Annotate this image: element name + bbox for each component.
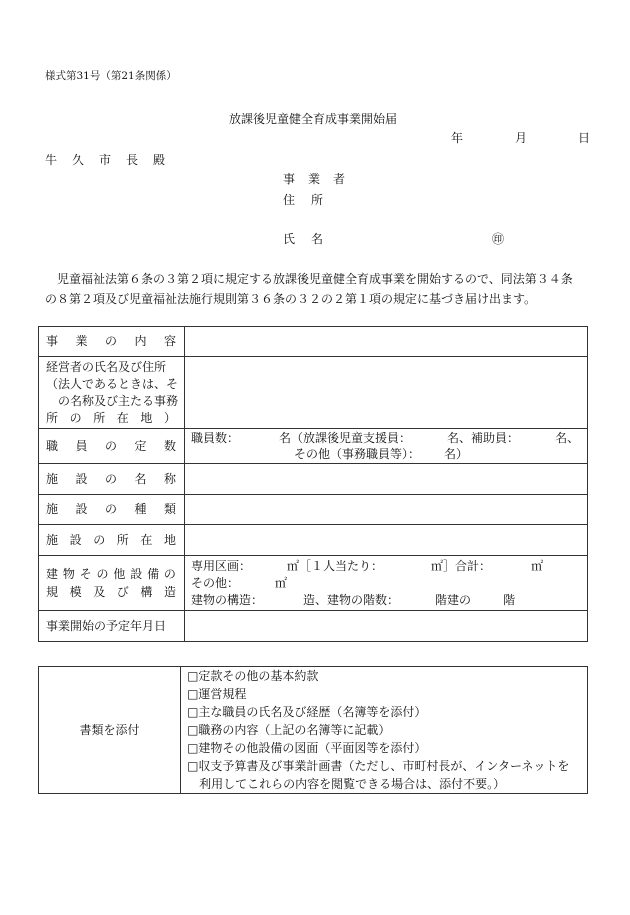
document-title: 放課後児童健全育成事業開始届 [229,112,398,126]
address-label: 住 所 [283,193,323,207]
row-business-content [39,327,588,357]
value-facility-location[interactable] [185,525,588,556]
label-operator: 経営者の氏名及び住所 （法人であるときは、そ の名称及び主たる事務 所 の 所 在 地 ） [39,357,185,429]
body-text-line-2: の８第２項及び児童福祉法施行規則第３６条の３２の２第１項の規定に基づき届け出ます。 [45,292,537,306]
label-facility-type: 施 設 の 種 類 [39,495,185,525]
application-table [38,326,588,642]
value-facility-type[interactable] [185,495,588,525]
label-facility-name: 施 設 の 名 称 [39,464,185,495]
attachment-item[interactable]: □職務の内容（上記の名簿等に記載） [187,723,391,737]
label-business-content: 事 業 の 内 容 [39,327,185,357]
label-attachments: 書類を添付 [39,667,181,794]
attachments-table [38,666,588,794]
date-month-label: 月 [515,131,528,145]
attachment-item[interactable]: □定款その他の基本約款 [187,669,319,683]
row-attachments [39,667,588,794]
label-start-date: 事業開始の予定年月日 [39,611,185,642]
body-text-line-1: 児童福祉法第６条の３第２項に規定する放課後児童健全育成事業を開始するので、同法第３４条 [45,272,573,286]
label-building: 建 物 そ の 他 設 備 の 規 模 及 び 構 造 [39,556,185,611]
row-facility-name [39,464,588,495]
date-year-label: 年 [451,131,464,145]
row-building [39,556,588,611]
row-facility-type [39,495,588,525]
seal-icon: ㊞ [492,232,505,246]
label-facility-location: 施 設 の 所 在 地 [39,525,185,556]
value-building: 専用区画： ㎡［１人当たり： ㎡］合計： ㎡ その他： ㎡ 建物の構造： 造、建物の階数： 階建の 階 [185,556,588,611]
row-operator [39,357,588,429]
form-number: 様式第31号（第21条関係） [45,70,177,82]
addressee: 牛 久 市 長 殿 [45,153,165,167]
date-day-label: 日 [578,131,591,145]
row-start-date [39,611,588,642]
value-start-date[interactable] [185,611,588,642]
row-staff [39,429,588,464]
attachment-item[interactable]: □収支予算書及び事業計画書（ただし、市町村長が、インターネットを [187,759,570,773]
operator-label: 事 業 者 [283,172,345,186]
value-facility-name[interactable] [185,464,588,495]
value-operator[interactable] [185,357,588,429]
attachment-item[interactable]: □建物その他設備の図面（平面図等を添付） [187,741,427,755]
value-business-content[interactable] [185,327,588,357]
attachment-item-continued: 利用してこれらの内容を閲覧できる場合は、添付不要。） [187,777,506,791]
attachments-list [181,667,588,794]
attachment-item[interactable]: □主な職員の氏名及び経歴（名簿等を添付） [187,705,427,719]
value-staff: 職員数： 名（放課後児童支援員： 名、補助員： 名、 その他（事務職員等）： 名） [185,429,588,464]
attachment-item[interactable]: □運営規程 [187,687,247,701]
row-facility-location [39,525,588,556]
name-label: 氏 名 [283,232,323,246]
label-staff: 職 員 の 定 数 [39,429,185,464]
